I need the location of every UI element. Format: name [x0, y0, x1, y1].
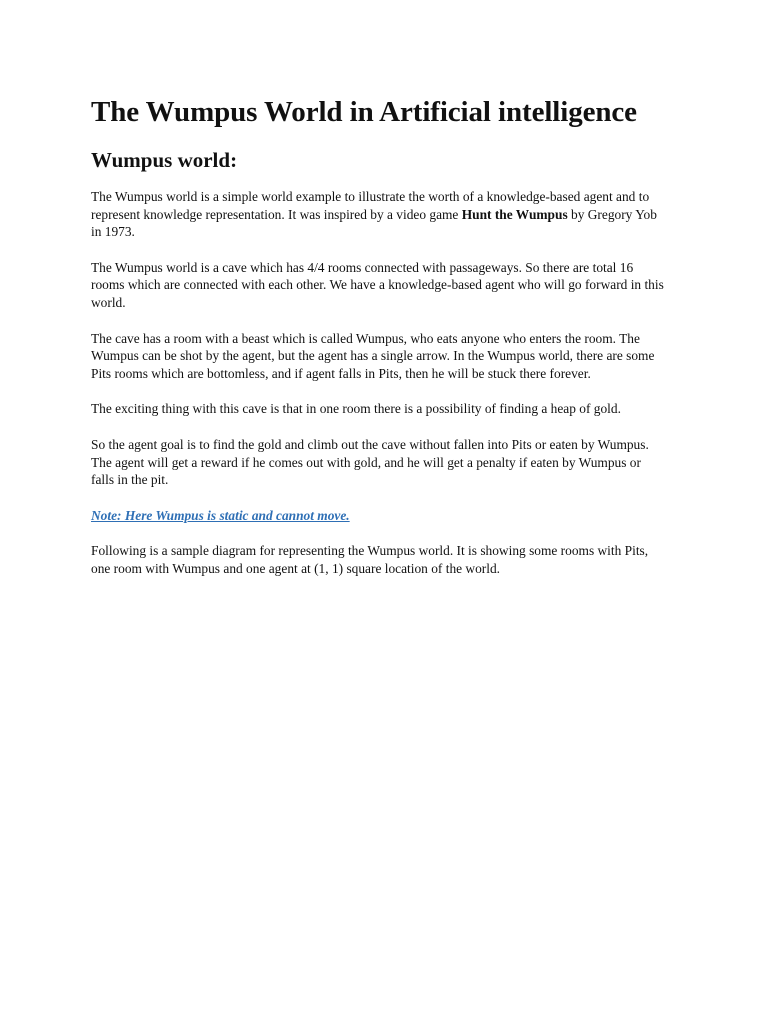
paragraph-intro-text-start: The Wumpus world is a simple world example to illustrate the worth of a knowledge-based agent and to represent knowledge representation. It was inspired by a video game — [91, 189, 650, 222]
page-title: The Wumpus World in Artificial intelligence — [91, 96, 637, 128]
paragraph-intro — [91, 188, 666, 241]
paragraph-goal: So the agent goal is to find the gold and climb out the cave without fallen into Pits or eaten by Wumpus. The agent will get a reward if he comes out with gold, and he will get a penalty if eaten by Wumpus or falls in the pit. — [91, 436, 649, 488]
paragraph-intro-text-end: by Gregory Yob in 1973. — [91, 206, 657, 240]
paragraph-beast: The cave has a room with a beast which is called Wumpus, who eats anyone who enters the room. The Wumpus can be shot by the agent, but the agent has a single arrow. In the Wumpus world, there are some Pits rooms which are bottomless, and if agent falls in Pits, then he will be stuck there forever. — [91, 330, 655, 381]
game-title-bold: Hunt the Wumpus — [461, 206, 568, 222]
paragraph-gold: The exciting thing with this cave is that in one room there is a possibility of finding a heap of gold. — [91, 401, 621, 417]
paragraph-diagram: Following is a sample diagram for representing the Wumpus world. It is showing some rooms with Pits, one room with Wumpus and one agent at (1, 1) square location of the world. — [91, 543, 649, 576]
paragraph-cave: The Wumpus world is a cave which has 4/4 rooms connected with passageways. So there are total 16 rooms which are connected with each other. We have a knowledge-based agent who will go forward in this world. — [91, 259, 664, 310]
section-heading: Wumpus world: — [91, 148, 238, 172]
note-static-wumpus: Note: Here Wumpus is static and cannot move. — [91, 507, 350, 523]
